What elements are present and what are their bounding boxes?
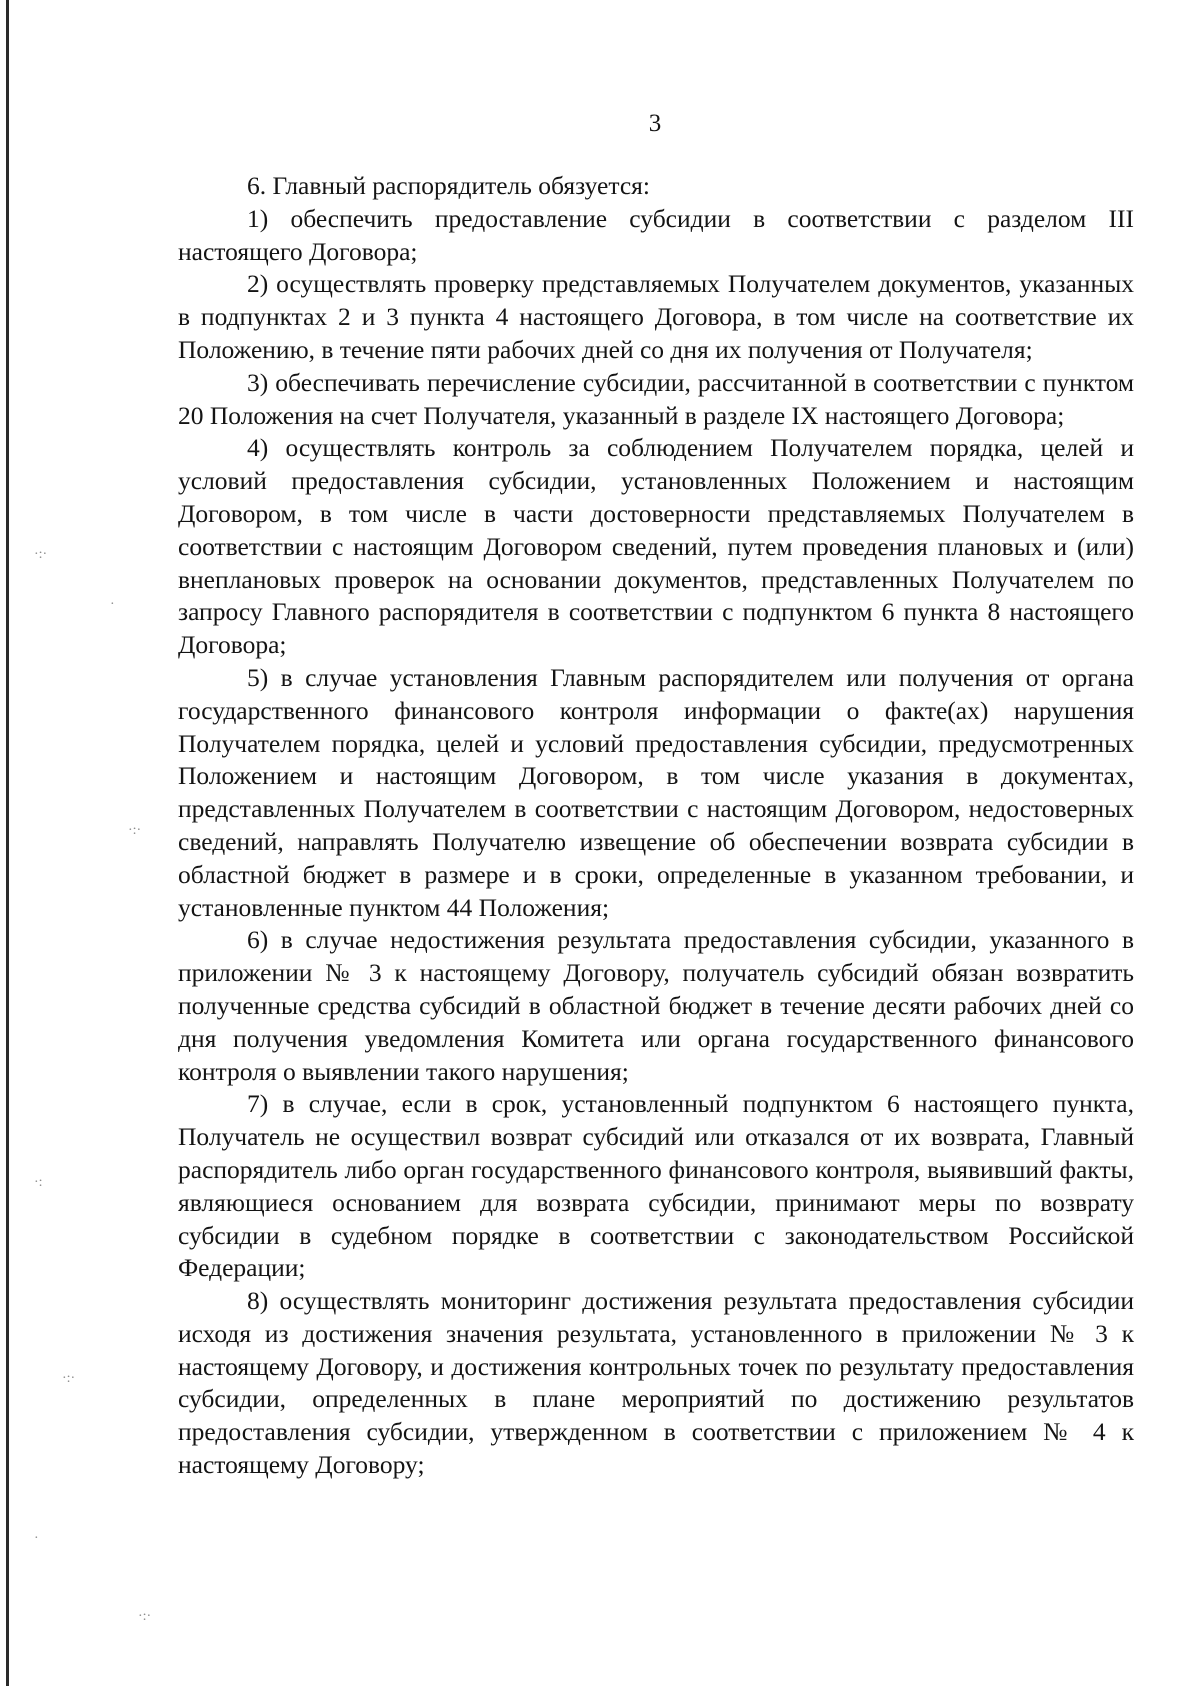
scan-artifact: · (34, 1531, 39, 1546)
scan-artifact: · (110, 597, 115, 612)
section-heading: 6. Главный распорядитель обязуется: (247, 171, 650, 200)
document-body (178, 170, 1134, 1482)
clause-6: 6) в случае недостижения результата предоставления субсидии, указанного в приложении № 3 к настоящему Договору, получатель субсидий обязан возвратить полученные средства субсидий в областной бюджет в течение десяти рабочих дней со дня получения уведомления Комитета или органа государственного финансового контроля о выявлении такого нарушения; (178, 925, 1134, 1086)
clause-8: 8) осуществлять мониторинг достижения результата предоставления субсидии исходя из достижения значения результата, установленного в приложении № 3 к настоящему Договору, и достижения контрольных точек по результату предоставления субсидии, определенных в плане мероприятий по достижению результатов предоставления субсидии, утвержденном в соответствии с приложением № 4 к настоящему Договору; (178, 1286, 1134, 1480)
scan-artifact: ·:· (34, 547, 48, 562)
clause-2: 2) осуществлять проверку представляемых Получателем документов, указанных в подпунктах 2 и 3 пункта 4 настоящего Договора, в том числе на соответствие их Положению, в течение пяти рабочих дней со дня их получения от Получателя; (178, 269, 1134, 364)
clause-1: 1) обеспечить предоставление субсидии в соответствии с разделом III настоящего Договора; (178, 203, 1134, 266)
clause-5: 5) в случае установления Главным распорядителем или получения от органа государственного финансового контроля информации о факте(ах) нарушения Получателем порядка, целей и условий предоставления субсидии, предусмотренных Положением и настоящим Договором, в том числе указания в документах, представленных Получателем в соответствии с настоящим Договором, недостоверных сведений, направлять Получателю извещение об обеспечении возврата субсидии в областной бюджет в размере и в сроки, определенные в указанном требовании, и установленные пунктом 44 Положения; (178, 662, 1134, 922)
page-number: 3 (648, 110, 662, 137)
scan-artifact: ·:· (138, 1609, 152, 1624)
scan-artifact: ·:· (62, 1371, 76, 1386)
clause-3: 3) обеспечивать перечисление субсидии, рассчитанной в соответствии с пунктом 20 Положения на счет Получателя, указанный в разделе IX настоящего Договора; (178, 367, 1134, 430)
scan-artifact: ·:· (128, 823, 142, 838)
clause-7: 7) в случае, если в срок, установленный подпунктом 6 настоящего пункта, Получатель не осуществил возврат субсидий или отказался от их возврата, Главный распорядитель либо орган государственного финансового контроля, выявивший факты, являющиеся основанием для возврата субсидии, принимают меры по возврату субсидии в судебном порядке в соответствии с законодательством Российской Федерации; (178, 1089, 1134, 1283)
scan-edge-line (6, 0, 9, 1686)
clause-4: 4) осуществлять контроль за соблюдением Получателем порядка, целей и условий предоставления субсидии, установленных Положением и настоящим Договором, в том числе в части достоверности представляемых Получателем в соответствии с настоящим Договором сведений, путем проведения плановых и (или) внеплановых проверок на основании документов, представленных Получателем по запросу Главного распорядителя в соответствии с подпунктом 6 пункта 8 настоящего Договора; (178, 433, 1134, 660)
scan-artifact: ·: (34, 1175, 43, 1190)
